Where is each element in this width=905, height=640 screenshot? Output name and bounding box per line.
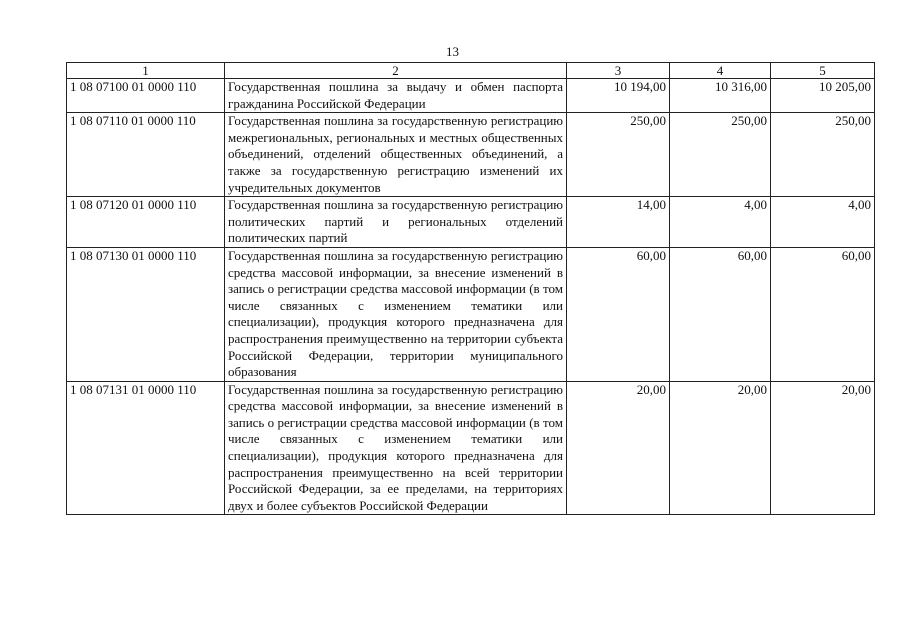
row-value-col5: 4,00 xyxy=(771,197,875,248)
row-description: Государственная пошлина за государственную регистрацию средства массовой информации, за внесение изменений в запись о регистрации средства массовой информации (в том числе связанных с изменением тематики или специализации), продукция которого предназначена для распространения преимущественно на территории субъекта Российской Федерации, территории муниципального образования xyxy=(225,247,567,381)
row-description: Государственная пошлина за государственную регистрацию средства массовой информации, за внесение изменений в запись о регистрации средства массовой информации (в том числе связанных с изменением тематики или специализации), продукция которого предназначена для распространения преимущественно на всей территории Российской Федерации, за ее пределами, на территориях двух и более субъектов Российской Федерации xyxy=(225,381,567,515)
row-value-col5: 60,00 xyxy=(771,247,875,381)
row-value-col3: 60,00 xyxy=(567,247,670,381)
table-row xyxy=(67,381,875,515)
table-header-row xyxy=(67,63,875,79)
row-value-col4: 250,00 xyxy=(670,113,771,197)
row-value-col5: 10 205,00 xyxy=(771,79,875,113)
row-code: 1 08 07120 01 0000 110 xyxy=(67,197,225,248)
row-value-col5: 250,00 xyxy=(771,113,875,197)
row-code: 1 08 07100 01 0000 110 xyxy=(67,79,225,113)
row-code: 1 08 07130 01 0000 110 xyxy=(67,247,225,381)
header-col-5: 5 xyxy=(771,63,875,79)
row-value-col5: 20,00 xyxy=(771,381,875,515)
row-value-col4: 60,00 xyxy=(670,247,771,381)
budget-table xyxy=(66,62,875,515)
table-row xyxy=(67,79,875,113)
table-row xyxy=(67,197,875,248)
table-row xyxy=(67,113,875,197)
row-value-col3: 250,00 xyxy=(567,113,670,197)
row-value-col4: 20,00 xyxy=(670,381,771,515)
row-code: 1 08 07131 01 0000 110 xyxy=(67,381,225,515)
header-col-2: 2 xyxy=(225,63,567,79)
header-col-1: 1 xyxy=(67,63,225,79)
row-code: 1 08 07110 01 0000 110 xyxy=(67,113,225,197)
page-number: 13 xyxy=(446,44,459,59)
row-value-col3: 14,00 xyxy=(567,197,670,248)
table-row xyxy=(67,247,875,381)
row-description: Государственная пошлина за государственную регистрацию политических партий и региональных отделений политических партий xyxy=(225,197,567,248)
header-col-3: 3 xyxy=(567,63,670,79)
row-description: Государственная пошлина за выдачу и обмен паспорта гражданина Российской Федерации xyxy=(225,79,567,113)
row-value-col3: 10 194,00 xyxy=(567,79,670,113)
row-description: Государственная пошлина за государственную регистрацию межрегиональных, региональных и местных общественных объединений, отделений общественных объединений, а также за государственную регистрацию изменений их учредительных документов xyxy=(225,113,567,197)
row-value-col4: 10 316,00 xyxy=(670,79,771,113)
header-col-4: 4 xyxy=(670,63,771,79)
row-value-col4: 4,00 xyxy=(670,197,771,248)
row-value-col3: 20,00 xyxy=(567,381,670,515)
